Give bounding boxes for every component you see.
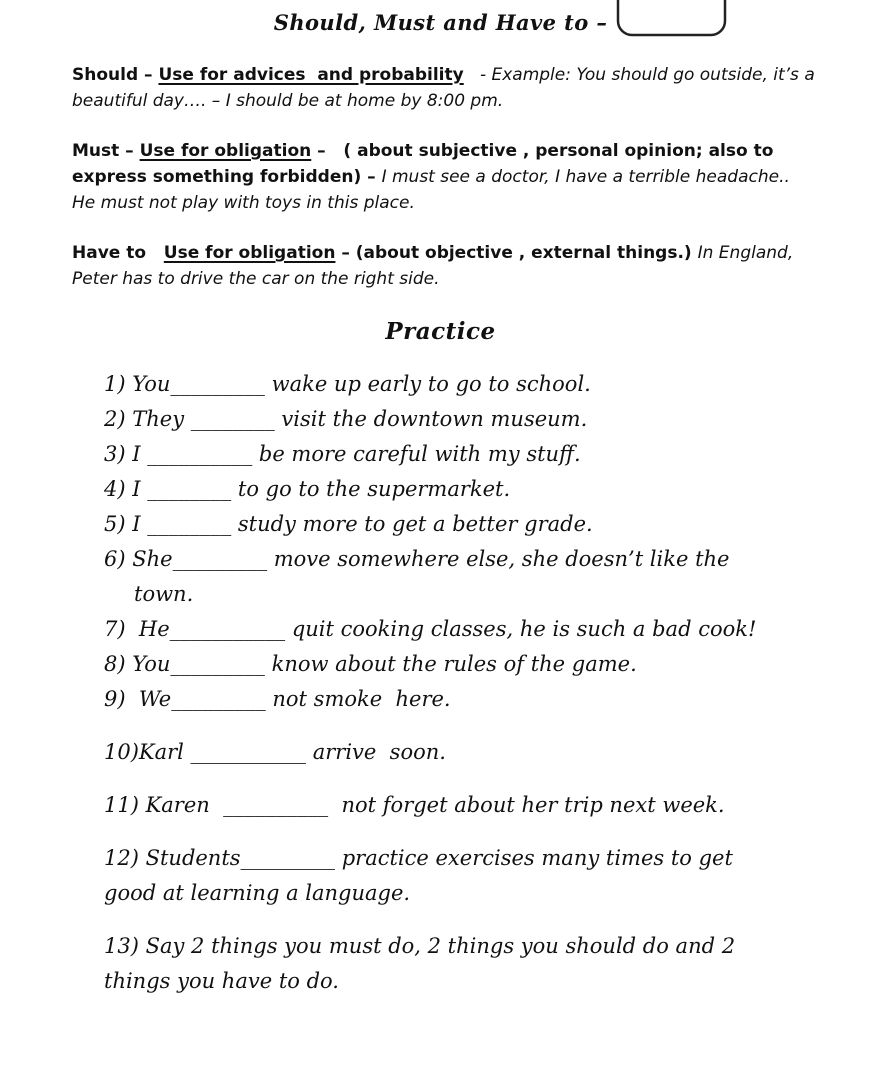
- exercise-item-12: [104, 841, 845, 911]
- rule-must-bold-rest: – ( about subjective , personal opinion; also to express something forbidden) –: [72, 141, 780, 187]
- rule-must-underlined: Use for obligation: [139, 141, 312, 161]
- exercise-text-continued: things you have to do.: [104, 969, 339, 993]
- exercise-item-5: [104, 507, 845, 542]
- exercise-text: 12) Students_________ practice exercises many times to get: [104, 846, 733, 870]
- rule-should: [72, 62, 821, 114]
- exercise-text: 4) I ________ to go to the supermarket.: [104, 477, 511, 501]
- rule-should-bold: [72, 65, 464, 85]
- exercise-text: 7) He___________ quit cooking classes, he is such a bad cook!: [104, 617, 757, 641]
- exercise-text: 1) You_________ wake up early to go to school.: [104, 372, 591, 396]
- rule-have-to: [72, 240, 821, 292]
- exercise-item-7: [104, 612, 845, 647]
- exercise-item-8: [104, 647, 845, 682]
- rule-have-to-underlined: Use for obligation: [163, 243, 336, 263]
- exercise-text: 13) Say 2 things you must do, 2 things you should do and 2: [104, 934, 736, 958]
- exercise-text: 11) Karen __________ not forget about her trip next week.: [104, 793, 725, 817]
- rule-must-term: Must –: [72, 141, 140, 161]
- exercise-item-4: [104, 472, 845, 507]
- exercise-item-10: [104, 735, 845, 770]
- exercise-text: 8) You_________ know about the rules of the game.: [104, 652, 637, 676]
- rule-must-example: I must see a doctor, I have a terrible headache.. He must not play with toys in this place.: [72, 167, 801, 213]
- exercise-item-1: [104, 367, 845, 402]
- practice-section: [0, 367, 881, 999]
- exercise-item-6: [104, 542, 845, 612]
- rule-have-to-example: In England, Peter has to drive the car on the right side.: [72, 243, 799, 289]
- exercise-item-9: [104, 682, 845, 717]
- exercise-text: 10)Karl ___________ arrive soon.: [104, 740, 446, 764]
- title-row: [0, 0, 881, 44]
- rule-have-to-bold-rest: – (about objective , external things.): [335, 243, 698, 263]
- rule-must: [72, 138, 821, 216]
- exercise-item-3: [104, 437, 845, 472]
- exercise-item-13: [104, 929, 845, 999]
- rule-should-example: - Example: You should go outside, it’s a beautiful day…. – I should be at home by 8:00 pm.: [72, 65, 821, 111]
- exercise-text: 9) We_________ not smoke here.: [104, 687, 451, 711]
- rule-have-to-bold: [72, 243, 698, 263]
- rule-have-to-term: Have to: [72, 243, 164, 263]
- exercise-text: 3) I __________ be more careful with my stuff.: [104, 442, 581, 466]
- exercise-text: 5) I ________ study more to get a better grade.: [104, 512, 593, 536]
- exercise-text-continued: town.: [134, 582, 194, 606]
- rule-should-term: Should –: [72, 65, 159, 85]
- page-title: Should, Must and Have to –: [273, 10, 608, 35]
- doodle-sketch-icon: [616, 0, 728, 39]
- exercise-text-continued: good at learning a language.: [104, 881, 411, 905]
- rule-should-underlined: Use for advices and probability: [158, 65, 464, 85]
- rules-section: [0, 44, 881, 292]
- exercise-item-2: [104, 402, 845, 437]
- exercise-text: 6) She_________ move somewhere else, she doesn’t like the: [104, 547, 730, 571]
- exercise-text: 2) They ________ visit the downtown museum.: [104, 407, 588, 431]
- practice-heading: Practice: [385, 318, 496, 345]
- exercise-item-11: [104, 788, 845, 823]
